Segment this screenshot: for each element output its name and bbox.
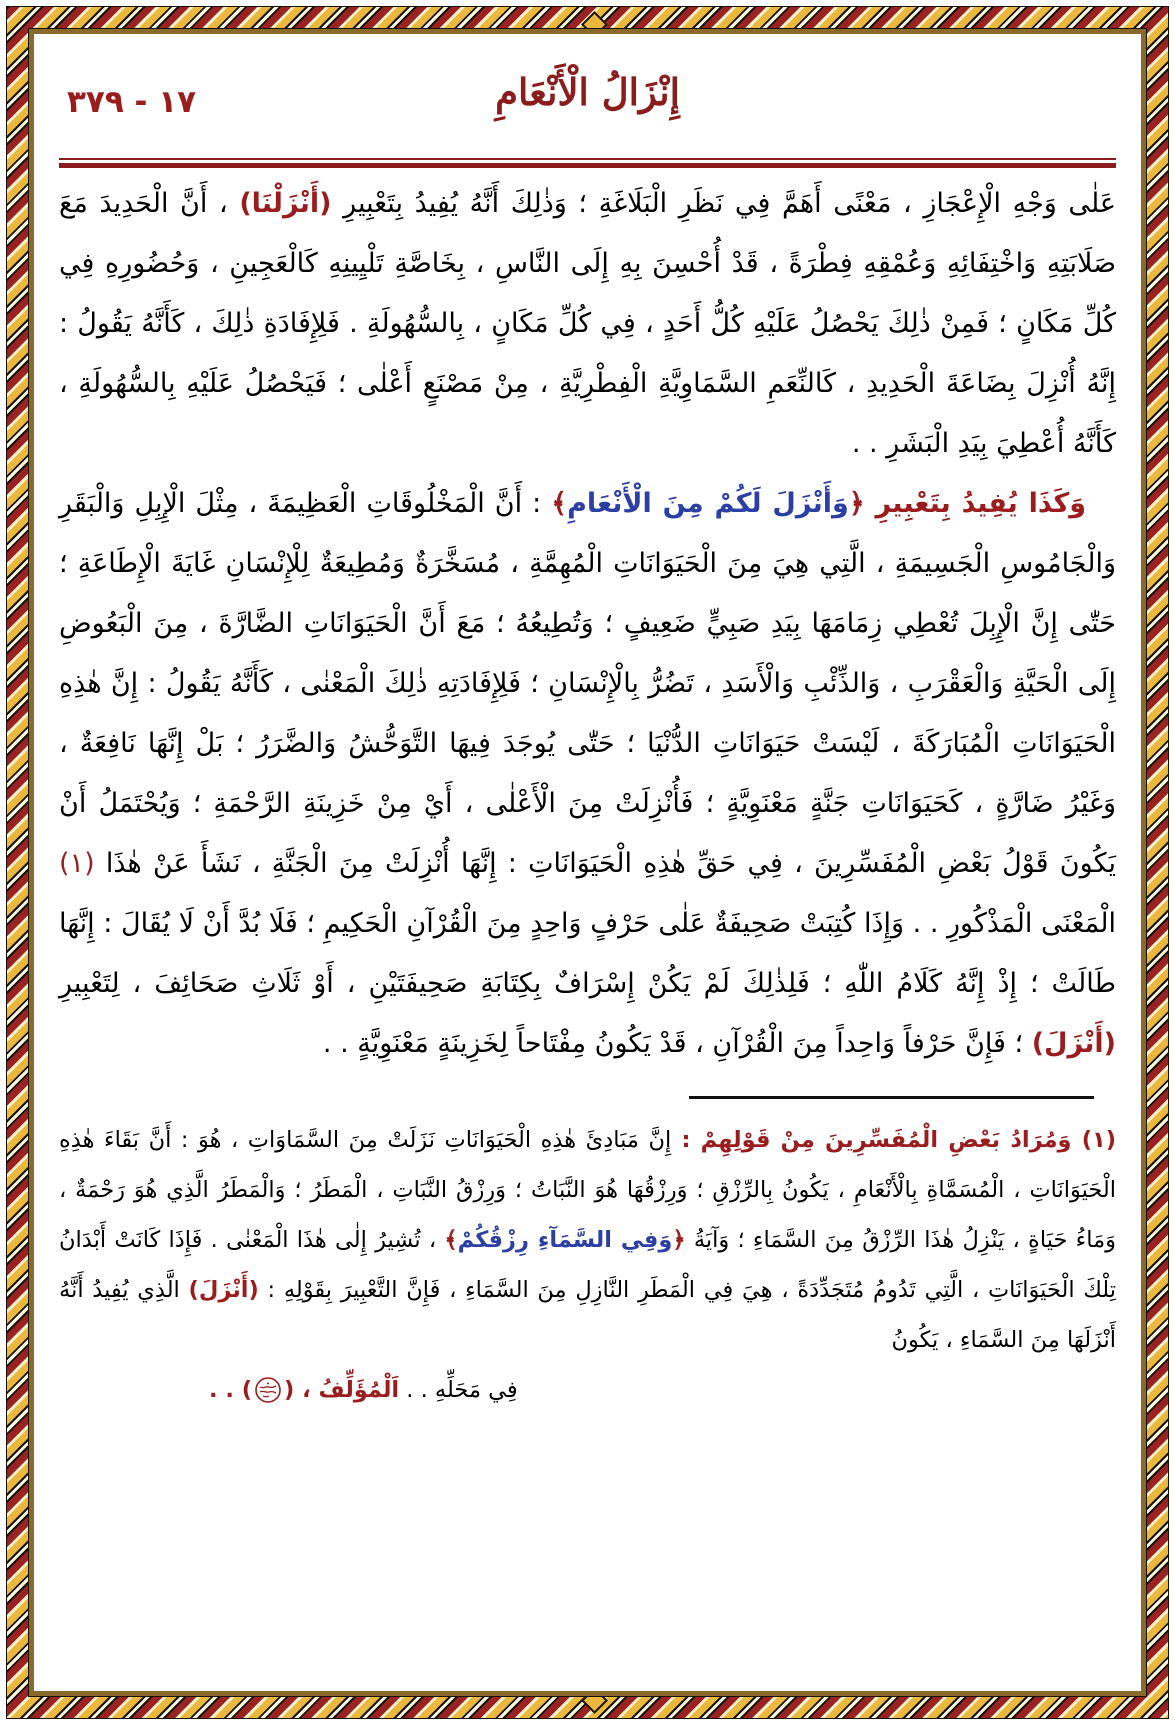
ornate-bracket-open: ﴿ xyxy=(672,1227,686,1253)
quran-quote: وَأَنْزَلَ لَكُمْ مِنَ الْأَنْعَامِ xyxy=(567,488,849,519)
text-segment: عَلٰى وَجْهِ الْإِعْجَازِ ، مَعْنًى أَهَمَّ فِي نَظَرِ الْبَلَاغَةِ ؛ وَذٰلِكَ أَنَّهُ يُفِيدُ بِتَعْبِيرِ xyxy=(331,188,1116,219)
footnote-lead: (١) وَمُرَادُ بَعْضِ الْمُفَسِّرِينَ مِنْ قَوْلِهِمْ : xyxy=(671,1127,1117,1153)
text-segment: الْمَعْنَى الْمَذْكُورِ . . وَإِذَا كُتِبَتْ صَحِيفَةٌ عَلٰى حَرْفٍ وَاحِدٍ مِنَ الْقُرْآنِ الْحَكِيمِ ؛ فَلَا بُدَّ أَنْ لَا يُقَالَ : إِنَّهَا طَالَتْ ؛ إِذْ إِنَّهُ كَلَامُ اللّٰهِ ؛ فَلِذٰلِكَ لَمْ يَكُنْ إِسْرَافٌ بِكِتَابَةِ صَحِيفَتَيْنِ ، أَوْ ثَلَاثِ صَحَائِفَ ، لِتَعْبِيرِ xyxy=(59,908,1116,999)
quran-quote: وَفِي السَّمَآءِ رِزْقُكُمْ xyxy=(457,1227,673,1253)
highlighted-term: (أَنْزَلَ) xyxy=(1031,1028,1116,1059)
footnote-paragraph xyxy=(59,1115,1116,1365)
text-segment: ، تُشِيرُ إِلٰى هٰذَا الْمَعْنٰى . فَإِذَا كَانَتْ أَبْدَانُ تِلْكَ الْحَيَوَانَاتِ ، الَّتِي تَدُومُ مُتَجَدِّدَةً ، هِيَ فِي الْمَطَرِ النَّازِلِ مِنَ السَّمَاءِ ، فَإِنَّ التَّعْبِيرَ بِقَوْلِهِ : xyxy=(59,1227,1116,1303)
text-segment: ؛ فَإِنَّ حَرْفاً وَاحِداً مِنَ الْقُرْآنِ ، قَدْ يَكُونُ مِفْتَاحاً لِخَزِينَةٍ مَعْنَوِيَّةٍ . . xyxy=(322,1028,1032,1059)
text-segment: فِي مَحَلِّهِ . . xyxy=(399,1377,518,1403)
red-lead-phrase: وَكَذَا يُفِيدُ بِتَعْبِيرِ xyxy=(864,488,1087,519)
text-segment: ) . . xyxy=(209,1377,253,1403)
page-number: ١٧ - ٣٧٩ xyxy=(67,84,197,120)
footnote-section xyxy=(59,1115,1116,1415)
body-paragraph-2 xyxy=(59,474,1116,1074)
header-rule xyxy=(59,158,1116,168)
page-title: إِنْزَالُ الْأَنْعَامِ xyxy=(495,70,680,114)
highlighted-term: (أَنْزَلْنَا) xyxy=(239,188,332,219)
ornate-bracket-close: ﴾ xyxy=(444,1227,458,1253)
page-content xyxy=(34,34,1141,1691)
page-sheet xyxy=(29,29,1146,1696)
honorific-seal-icon xyxy=(254,1376,282,1404)
header-rule-thin-line xyxy=(59,158,1116,160)
text-segment: ، أَنَّ الْحَدِيدَ مَعَ صَلَابَتِهِ وَاخْتِفَائِهِ وَعُمْقِهِ فِطْرَةً ، قَدْ أُحْسِنَ بِهِ إِلَى النَّاسِ ، بِخَاصَّةِ تَلْيِينِهِ كَالْعَجِينِ ، وَحُضُورِهِ فِي كُلِّ مَكَانٍ ؛ فَمِنْ ذٰلِكَ يَحْصُلُ عَلَيْهِ كُلُّ أَحَدٍ ، فِي كُلِّ مَكَانٍ ، بِالسُّهُولَةِ . فَلِإِفَادَةِ ذٰلِكَ ، كَأَنَّهُ يَقُولُ : إِنَّهُ أُنْزِلَ بِضَاعَةَ الْحَدِيدِ ، كَالنِّعَمِ السَّمَاوِيَّةِ الْفِطْرِيَّةِ ، مِنْ مَصْنَعٍ أَعْلٰى ؛ فَيَحْصُلُ عَلَيْهِ بِالسُّهُولَةِ ، كَأَنَّهُ أُعْطِيَ بِيَدِ الْبَشَرِ . . xyxy=(59,188,1116,459)
footnote-separator xyxy=(689,1096,1094,1099)
body-text xyxy=(59,174,1116,1074)
text-segment: ، ( xyxy=(284,1377,319,1403)
highlighted-term: (أَنْزَلَ) xyxy=(188,1277,259,1303)
page-header xyxy=(59,70,1116,144)
text-segment: إِنَّ مَبَادِئَ هٰذِهِ الْحَيَوَانَاتِ نَزَلَتْ مِنَ السَّمَاوَاتِ ، هُوَ : أَنَّ بَقَاءَ هٰذِهِ الْحَيَوَانَاتِ ، الْمُسَمَّاةِ بِالْأَنْعَامِ ، يَكُونُ بِالرِّزْقِ ؛ وَرِزْقُهَا هُوَ النَّبَاتُ ؛ وَرِزْقُ النَّبَاتِ ، الْمَطَرُ ؛ وَالْمَطَرُ الَّذِي هُوَ رَحْمَةٌ ، وَمَاءُ حَيَاةٍ ، يَنْزِلُ هٰذَا الرِّزْقُ مِنَ السَّمَاءِ ؛ وَآيَةُ xyxy=(59,1127,1116,1253)
text-segment: الَّذِي يُفِيدُ أَنَّهُ أَنْزَلَهَا مِنَ السَّمَاءِ ، يَكُونُ xyxy=(59,1277,1116,1353)
footnote-reference: (١) xyxy=(59,848,95,879)
body-paragraph-1 xyxy=(59,174,1116,474)
text-segment: : أَنَّ الْمَخْلُوقَاتِ الْعَظِيمَةَ ، مِثْلَ الْإِبِلِ وَالْبَقَرِ وَالْجَامُوسِ الْجَسِيمَةِ ، الَّتِي هِيَ مِنَ الْحَيَوَانَاتِ الْمُهِمَّةِ ، مُسَخَّرَةٌ وَمُطِيعَةٌ لِلْإِنْسَانِ غَايَةَ الْإِطَاعَةِ ؛ حَتّٰى إِنَّ الْإِبِلَ تُعْطِي زِمَامَهَا بِيَدِ صَبِيٍّ ضَعِيفٍ ؛ وَتُطِيعُهُ ؛ مَعَ أَنَّ الْحَيَوَانَاتِ الضَّارَّةَ ، مِنَ الْبَعُوضِ إِلَى الْحَيَّةِ وَالْعَقْرَبِ ، وَالذِّئْبِ وَالْأَسَدِ ، تَضُرُّ بِالْإِنْسَانِ ؛ فَلِإِفَادَتِهِ ذٰلِكَ الْمَعْنٰى ، كَأَنَّهُ يَقُولُ : إِنَّ هٰذِهِ الْحَيَوَانَاتِ الْمُبَارَكَةَ ، لَيْسَتْ حَيَوَانَاتِ الدُّنْيَا ؛ حَتّٰى يُوجَدَ فِيهَا التَّوَحُّشُ وَالضَّرَرُ ؛ بَلْ إِنَّهَا نَافِعَةٌ ، وَغَيْرُ ضَارَّةٍ ، كَحَيَوَانَاتِ جَنَّةٍ مَعْنَوِيَّةٍ ؛ فَأُنْزِلَتْ مِنَ الْأَعْلٰى ، أَيْ مِنْ خَزِينَةِ الرَّحْمَةِ ؛ وَيُحْتَمَلُ أَنْ يَكُونَ قَوْلُ بَعْضِ الْمُفَسِّرِينَ ، فِي حَقِّ هٰذِهِ الْحَيَوَانَاتِ : إِنَّهَا أُنْزِلَتْ مِنَ الْجَنَّةِ ، نَشَأَ عَنْ هٰذَا xyxy=(59,488,1116,879)
ornate-bracket-close: ﴾ xyxy=(551,488,568,519)
ornate-bracket-open: ﴿ xyxy=(848,488,865,519)
header-rule-thick-line xyxy=(59,163,1116,168)
author-attribution: اَلْمُؤَلِّفُ xyxy=(318,1377,400,1403)
footnote-closing-line xyxy=(59,1365,1116,1415)
